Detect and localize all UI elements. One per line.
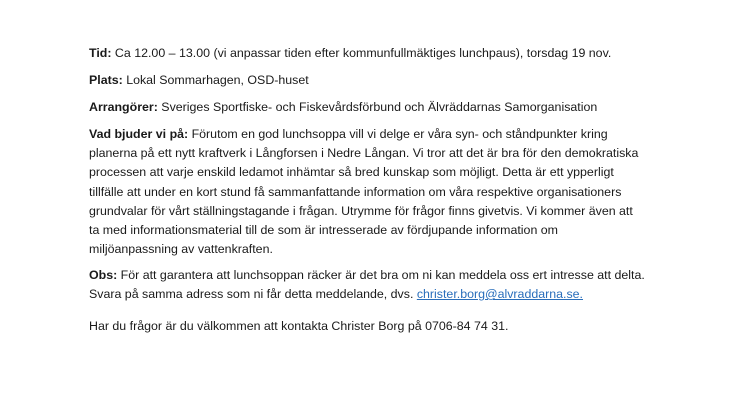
time-label: Tid: (89, 46, 112, 60)
organizers-paragraph (89, 98, 597, 117)
offer-line: ta med informationsmaterial till de som är intresserade av fördjupande information om (89, 223, 558, 238)
obs-line (89, 266, 709, 285)
obs-reply-text: Svara på samma adress som ni får detta meddelande, dvs. (89, 287, 417, 302)
time-text: Ca 12.00 – 13.00 (vi anpassar tiden efter kommunfullmäktiges lunchpaus), torsdag 19 nov. (111, 46, 612, 60)
email-link[interactable]: christer.borg@alvraddarna.se. (416, 287, 583, 302)
offer-line: processen att varje enskild ledamot inhämtar så bred kunskap som möjligt. Detta är ett ypperligt (89, 165, 614, 180)
obs-paragraph (89, 266, 709, 304)
offer-line: tillfälle att under en kort stund få sammanfattande information om våra respektive organisationers (89, 184, 622, 199)
offer-line-text: Förutom en god lunchsoppa vill vi delge er våra syn- och ståndpunkter kring (188, 127, 608, 141)
offer-line: planerna på ett nytt kraftverk i Långforsen i Nedre Långan. Vi tror att det är bra för den demokratiska (89, 146, 639, 161)
contact-text: Har du frågor är du välkommen att kontakta Christer Borg på 0706-84 74 31. (89, 319, 509, 333)
organizers-text: Sveriges Sportfiske- och Fiskevårdsförbund och Älvräddarnas Samorganisation (157, 100, 598, 114)
contact-paragraph (89, 317, 508, 336)
obs-label: Obs: (89, 268, 118, 282)
offer-paragraph (89, 125, 709, 259)
place-paragraph (89, 71, 309, 90)
obs-line-text: För att garantera att lunchsoppan räcker är det bra om ni kan meddela oss ert intresse att delta. (117, 268, 645, 282)
place-text: Lokal Sommarhagen, OSD-huset (122, 73, 309, 87)
place-label: Plats: (89, 73, 123, 87)
offer-line (89, 125, 709, 144)
obs-line (89, 285, 709, 304)
offer-line: grundvalar för vårt ställningstagande i frågan. Utrymme för frågor finns givetvis. Vi kommer även att (89, 203, 633, 218)
offer-label: Vad bjuder vi på: (89, 127, 189, 141)
offer-line: miljöanpassning av vattenkraften. (89, 242, 273, 257)
time-paragraph (89, 44, 611, 63)
organizers-label: Arrangörer: (89, 100, 158, 114)
